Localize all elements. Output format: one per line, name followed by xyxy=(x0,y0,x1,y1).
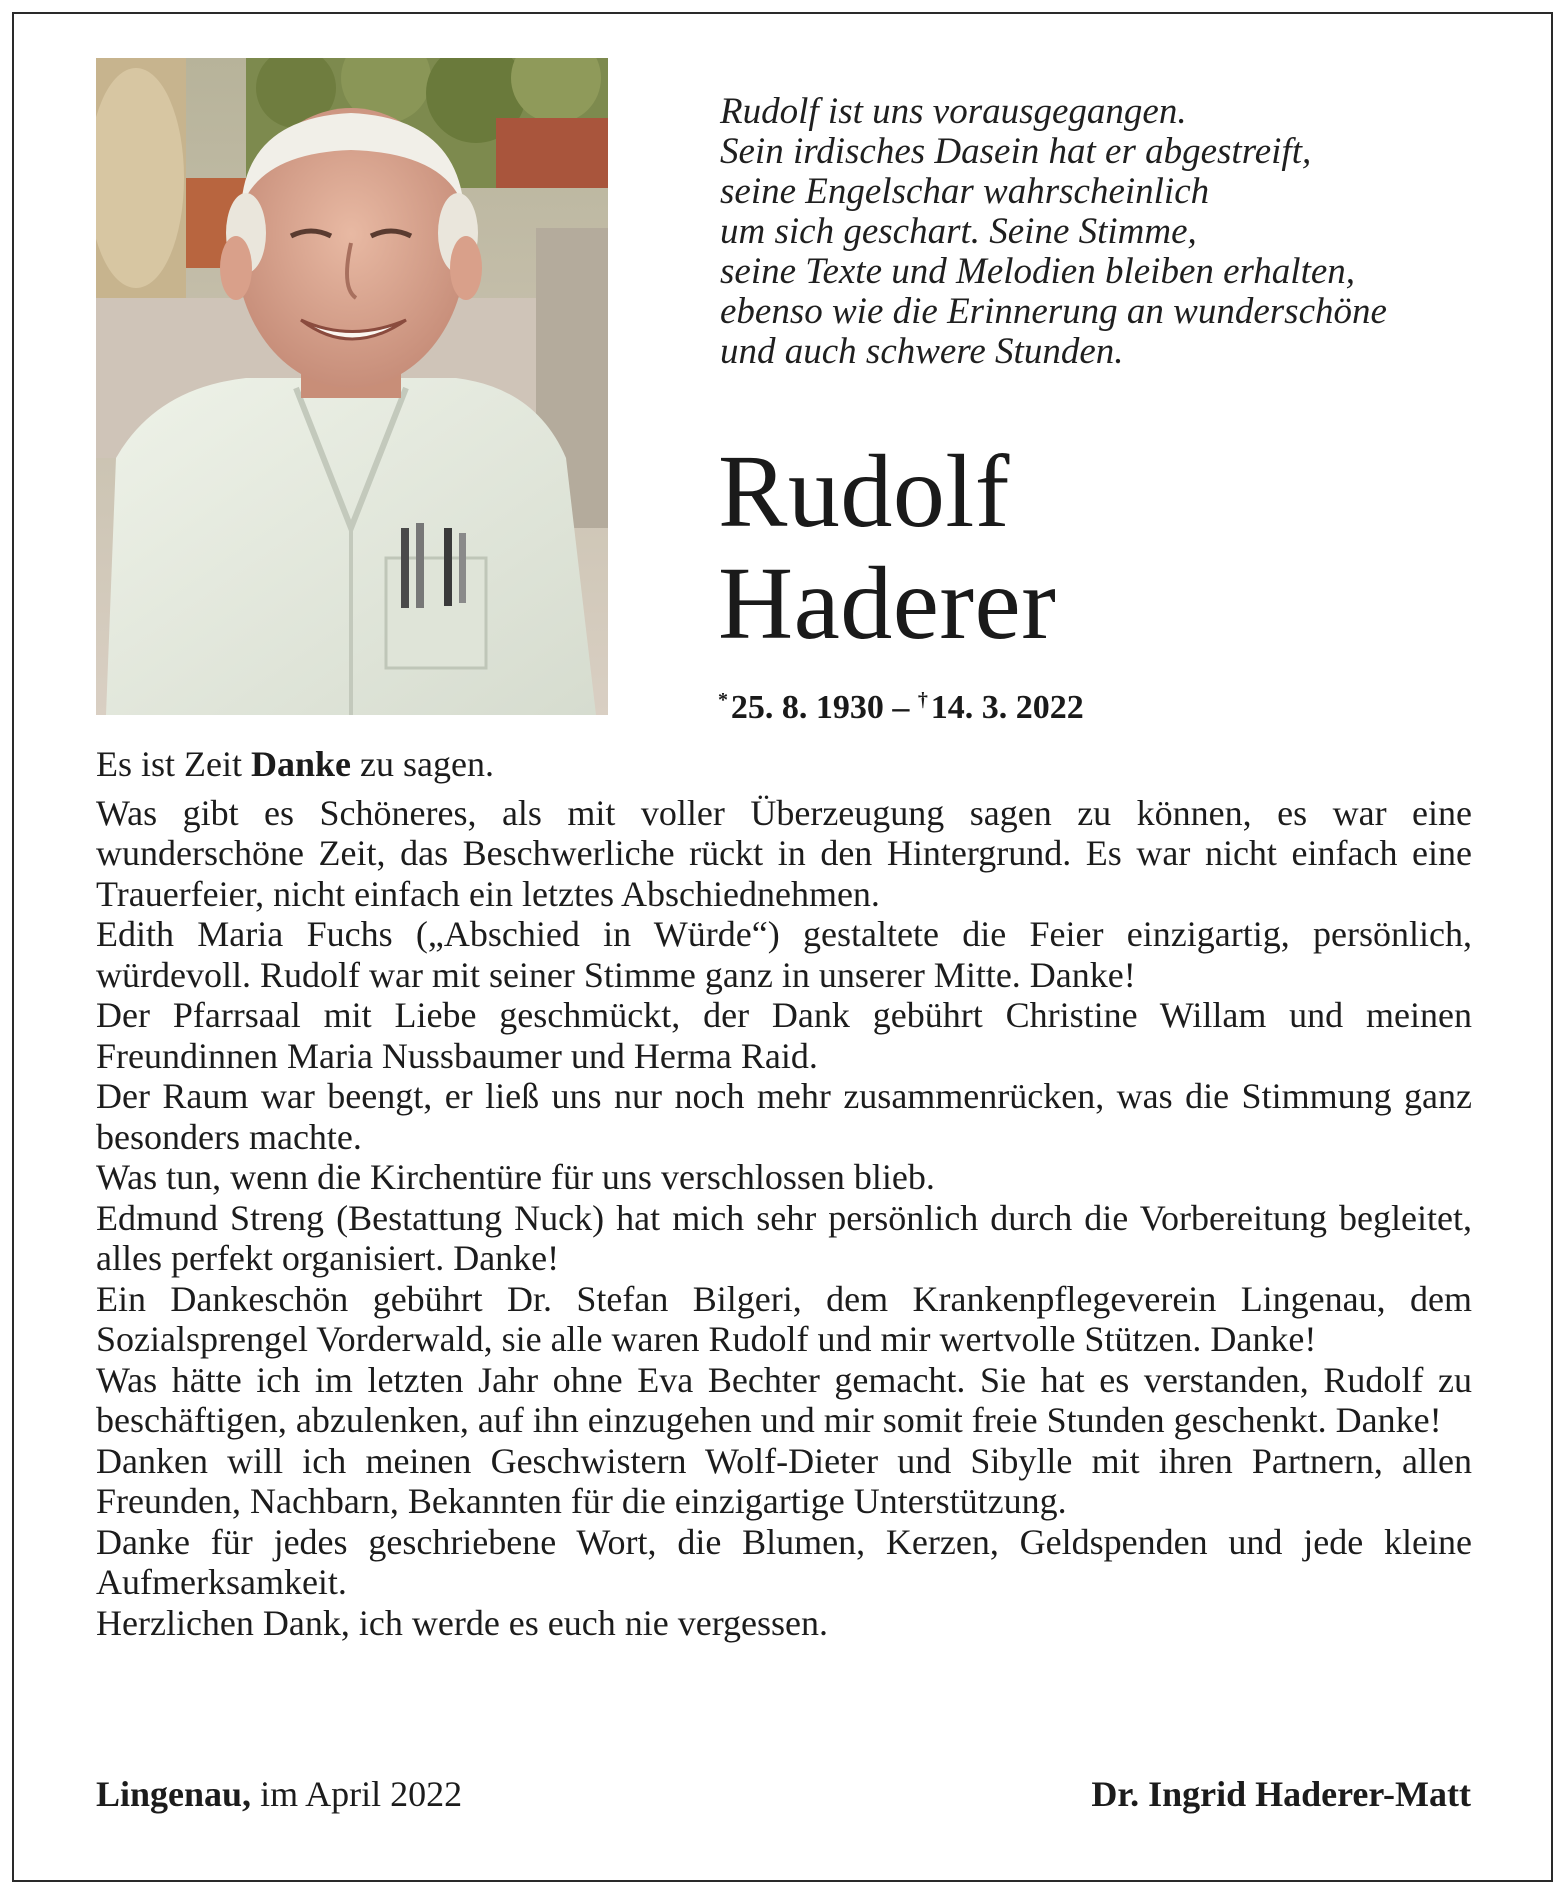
paragraph: Edmund Streng (Bestattung Nuck) hat mich sehr persönlich durch die Vorbereitung begleitet, alles perfekt organisiert. Danke! xyxy=(96,1197,1472,1278)
poem-line: Sein irdisches Dasein hat er abgestreift, xyxy=(720,131,1312,172)
paragraph: Edith Maria Fuchs („Abschied in Würde“) gestaltete die Feier einzigartig, persönlich, würdevoll. Rudolf war mit seiner Stimme ganz in unserer Mitte. Danke! xyxy=(96,914,1472,995)
poem-line: seine Texte und Melodien bleiben erhalten, xyxy=(720,251,1356,292)
paragraph: Danke für jedes geschriebene Wort, die Blumen, Kerzen, Geldspenden und jede kleine Aufmerksamkeit. xyxy=(96,1521,1472,1602)
paragraph: Was hätte ich im letzten Jahr ohne Eva Bechter gemacht. Sie hat es verstanden, Rudolf zu beschäftigen, abzulenken, auf ihn einzugehen und mir somit freie Stunden geschenkt. Danke! xyxy=(96,1359,1472,1440)
date: im April 2022 xyxy=(251,1774,463,1814)
poem-line: seine Engelschar wahrscheinlich xyxy=(720,171,1210,212)
paragraph: Herzlichen Dank, ich werde es euch nie vergessen. xyxy=(96,1602,829,1643)
paragraph: Der Pfarrsaal mit Liebe geschmückt, der Dank gebührt Christine Willam und meinen Freundinnen Maria Nussbaumer und Herma Raid. xyxy=(96,995,1472,1076)
place: Lingenau, xyxy=(96,1774,252,1814)
paragraph: Ein Dankeschön gebührt Dr. Stefan Bilgeri, dem Krankenpflegeverein Lingenau, dem Sozialsprengel Vorderwald, sie alle waren Rudolf und mir wertvolle Stützen. Danke! xyxy=(96,1278,1472,1359)
last-name: Haderer xyxy=(718,546,1057,661)
birth-symbol: * xyxy=(718,689,728,711)
paragraph: Danken will ich meinen Geschwistern Wolf-Dieter und Sibylle mit ihren Partnern, allen Freunden, Nachbarn, Bekannten für die einzigartige Unterstützung. xyxy=(96,1440,1472,1521)
deceased-name xyxy=(718,436,1056,660)
intro-text-end: zu sagen. xyxy=(351,744,494,784)
paragraph: Der Raum war beengt, er ließ uns nur noch mehr zusammenrücken, was die Stimmung ganz besonders machte. xyxy=(96,1076,1472,1157)
intro-text: Es ist Zeit xyxy=(96,744,251,784)
death-date: 14. 3. 2022 xyxy=(930,689,1084,726)
portrait-photo xyxy=(96,58,608,715)
poem-line: und auch schwere Stunden. xyxy=(720,331,1124,372)
place-and-date xyxy=(96,1774,462,1814)
poem-line: ebenso wie die Erinnerung an wunderschöne xyxy=(720,291,1387,332)
date-separator: – xyxy=(883,689,918,726)
life-dates xyxy=(718,681,1084,727)
intro-bold-word: Danke xyxy=(251,744,352,784)
paragraph: Was gibt es Schöneres, als mit voller Überzeugung sagen zu können, es war eine wunderschöne Zeit, das Beschwerliche rückt in den Hintergrund. Es war nicht einfach eine Trauerfeier, nicht einfach ein letztes Abschiednehmen. xyxy=(96,792,1472,914)
intro-line xyxy=(96,744,1472,785)
poem xyxy=(720,92,1480,372)
first-name: Rudolf xyxy=(718,434,1010,549)
death-symbol: † xyxy=(917,689,928,711)
poem-line: um sich geschart. Seine Stimme, xyxy=(720,211,1197,252)
paragraph: Was tun, wenn die Kirchentüre für uns verschlossen blieb. xyxy=(96,1157,935,1197)
poem-line: Rudolf ist uns vorausgegangen. xyxy=(720,91,1187,132)
birth-date: 25. 8. 1930 xyxy=(730,689,884,726)
signature: Dr. Ingrid Haderer-Matt xyxy=(1091,1774,1471,1814)
thanks-text xyxy=(96,744,1472,1643)
